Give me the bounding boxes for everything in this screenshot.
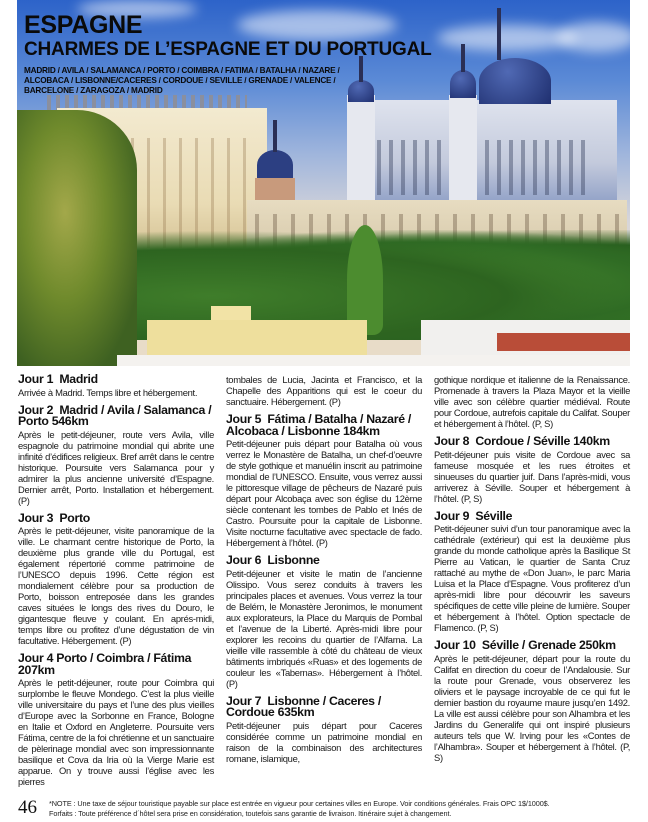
day-3	[18, 510, 214, 647]
day-text: Après le petit-déjeuner, route pour Coimbra qui surplombe le fleuve Mondego. C’est la plus vieille ville universitaire du pays et l’une des plus vieilles d’Europe avec la Sorbonne en France, Bologne en Italie et Oxford en Angleterre. Poursuite vers Fátima, centre de la foi chrétienne et un sanctuaire de pèlerinage mondial avec son impressionnante basilique et Cova da Iria où la Vierge Marie est apparue. On y trouve aussi l’église avec les pierres	[18, 677, 214, 787]
itinerary-column-3	[434, 374, 630, 770]
poplar-tree	[347, 225, 383, 335]
day-heading	[18, 653, 214, 676]
day-text: Petit-déjeuner puis visite de Cordoue avec sa fameuse mosquée et les rues étroites et sinueuses du quartier juif. Dans l’après-midi, vous arriverez à Séville. Souper et hébergement à l’hôtel. (P, S)	[434, 448, 630, 504]
spire	[273, 120, 277, 152]
itinerary	[18, 374, 630, 794]
day-title: Fátima / Batalha / Nazaré / Alcobaca / Lisbonne 184km	[226, 412, 411, 438]
day-label: Jour 2	[18, 402, 54, 417]
day-9	[434, 508, 630, 634]
day-4	[18, 653, 214, 787]
day-heading	[226, 414, 422, 437]
route-line: ALCOBACA / LISBONNE/CACERES / CORDOUE / SEVILLE / GRENADE / VALENCE /	[24, 76, 336, 85]
itinerary-column-2	[226, 374, 422, 771]
day-text: Arrivée à Madrid. Temps libre et hébergement.	[18, 386, 198, 398]
spire	[497, 8, 501, 60]
day-heading	[434, 508, 630, 523]
day-label: Jour 5	[226, 412, 262, 426]
day-label: Jour 4	[18, 651, 54, 665]
cathedral-tower-left	[347, 95, 375, 205]
country-title: ESPAGNE	[24, 11, 143, 39]
day-title: Porto / Coimbra / Fátima 207km	[18, 651, 192, 677]
day-5	[226, 414, 422, 548]
day-heading	[226, 693, 422, 719]
day-label: Jour 1	[18, 372, 54, 386]
day-7	[226, 693, 422, 764]
day-7-continued: gothique nordique et italienne de la Renaissance. Promenade à travers la Plaza Mayor et la vieille ville avec son célèbre quartier médiéval. Route pour Cordoue, autrefois capitale du Califat. Souper et hébergement à l’hôtel. (P, S)	[434, 374, 630, 429]
day-heading	[18, 374, 214, 386]
foreground-wall	[117, 355, 630, 366]
day-title: Séville / Grenade 250km	[481, 638, 616, 652]
day-title: Lisbonne / Caceres / Cordoue 635km	[226, 693, 381, 719]
day-label: Jour 6	[226, 553, 262, 567]
day-text: Après le petit-déjeuner, route vers Avila, ville espagnole du patrimoine mondial qui abrite une infinité d’édifices religieux. Bref arrêt dans le centre historique. Poursuite vers Salamanca pour y admirer la plus ancienne université d’Espagne. Dernier arrêt, Porto. Installation et hébergement. (P)	[18, 428, 214, 506]
route-line: MADRID / AVILA / SALAMANCA / PORTO / COIMBRA / FATIMA / BATALHA / NAZARE /	[24, 66, 340, 75]
small-dome	[257, 150, 293, 180]
page-number: 46	[18, 797, 37, 818]
day-2	[18, 402, 214, 506]
day-1	[18, 374, 214, 398]
day-text: Petit-déjeuner et visite le matin de l’ancienne Olissipo. Vous serez conduits à travers les principales places et avenues. Vous verrez la tour de Belém, le Monastère Jeronimos, le monument aux explorateurs, la Place du Marquis de Pombal et l’avenue de la Liberté. Après-midi libre pour explorer les recoins du quartier de l’Alfama. La vieille ville rassemble à côté du château de vieux bâtiments imbriqués «Ruas» et des logements de couleur les «Tabernas». Hébergement à l’hôtel. (P)	[226, 567, 422, 689]
cloud	[437, 25, 577, 51]
day-10	[434, 640, 630, 763]
small-dome-base	[255, 178, 295, 200]
day-text: Après le petit-déjeuner, départ pour la route du Califat en direction du coeur de l’Andalousie. Sur la route pour Grenade, vous observerez les oliviers et le paysage incroyable de ce qui fut le dernier bastion du royaume maure jusqu’en 1492. La ville est aussi célèbre pour son Alhambra et les Jardins du Generalife qui ont inspiré plusieurs auteurs tels que W. Irving pour les «Contes de l’Alhambra». Souper et hébergement à l’hôtel. (P, S)	[434, 652, 630, 763]
footer-note	[49, 798, 630, 818]
day-label: Jour 3	[18, 510, 54, 525]
day-text: Petit-déjeuner puis départ pour Caceres considérée comme un patrimoine mondial en raison de la combinaison des architectures romane, islamique,	[226, 719, 422, 764]
day-text: Petit-déjeuner suivi d’un tour panoramique avec la cathédrale (extérieur) qui est la deuxième plus grande du monde catholique après la Basilique St Pierre au Vatican, le quartier de Santa Cruz rattaché au mythe de «Don Juan», le parc Maria Luisa et la Place d’Espagne. Vous profiterez d’un après-midi libre pour découvrir les saveurs spécifiques de cette ville pleine de lumière. Souper et hébergement à l’hôtel. Option spectacle de Flamenco. (P, S)	[434, 523, 630, 633]
red-roof	[497, 333, 630, 351]
itinerary-column-1	[18, 374, 214, 794]
day-title: Madrid / Avila / Salamanca / Porto 546km	[18, 402, 212, 428]
footer	[18, 798, 630, 818]
day-heading	[18, 510, 214, 525]
cathedral-tower-right	[449, 95, 477, 205]
day-heading	[434, 436, 630, 448]
cathedral-main-dome	[479, 58, 551, 104]
note-line: Forfaits : Toute préférence d´hôtel sera prise en considération, toutefois sans garantie de livraison. Itinéraire sujet à changement.	[49, 808, 452, 818]
tower-dome	[450, 70, 476, 98]
day-title: Madrid	[59, 372, 98, 386]
almudena-cathedral	[347, 100, 617, 205]
day-label: Jour 8	[434, 434, 470, 448]
day-heading	[434, 640, 630, 652]
route-list	[24, 66, 384, 96]
day-title: Porto	[59, 510, 90, 525]
day-label: Jour 7	[226, 693, 262, 708]
day-text: Après le petit-déjeuner, visite panoramique de la ville. Le charmant centre historique de Porto, la deuxième plus grande ville du Portugal, est également répertorié comme patrimoine de l’UNESCO depuis 1996. Cette région est mondialement célèbre pour sa production de Porto, boisson entreposée dans les grandes caves situées le longs des rives du Douro, le gigantesque fleuve y coulant. En aprés-midi, temps libre ou profitez d’une dégustation de vin facultative. Hébergement. (P)	[18, 525, 214, 646]
route-line: BARCELONE / ZARAGOZA / MADRID	[24, 86, 163, 95]
day-heading	[18, 402, 214, 428]
day-8	[434, 436, 630, 504]
day-title: Lisbonne	[267, 553, 320, 567]
cloud	[557, 22, 630, 52]
day-6	[226, 555, 422, 689]
day-heading	[226, 555, 422, 567]
note-line: *NOTE : Une taxe de séjour touristique payable sur place est entrée en vigueur pour certaines villes en Europe. Voir conditions générales. Frais OPC 1$/1000$.	[49, 799, 550, 808]
day-4-continued: tombales de Lucia, Jacinta et Francisco, et la Chapelle des Apparitions qui est le coeur du sanctuaire. Hébergement. (P)	[226, 374, 422, 407]
tour-title: CHARMES DE L’ESPAGNE ET DU PORTUGAL	[24, 39, 432, 60]
day-label: Jour 9	[434, 508, 470, 523]
day-title: Séville	[475, 508, 513, 523]
trees-left	[17, 110, 137, 366]
cloud	[237, 10, 397, 40]
day-text: Petit-déjeuner puis départ pour Batalha où vous verrez le Monastère de Batalha, un chef-d’oeuvre de style gothique et manuélin inscrit au patrimoine mondial de l’UNESCO. Ensuite, vous verrez aussi le pittoresque village de pêcheurs de Nazaré puis départ pour Alcobaça avec son église du 12ème siècle contenant les tombes de Pablo et Inés de Castro. Poursuite pour la capitale de Lisbonne. Visite nocturne facultative avec spectacle de fado. Hébergement à l’hôtel. (P)	[226, 438, 422, 548]
day-title: Cordoue / Séville 140km	[475, 434, 610, 448]
day-label: Jour 10	[434, 638, 476, 652]
spire	[461, 44, 465, 72]
